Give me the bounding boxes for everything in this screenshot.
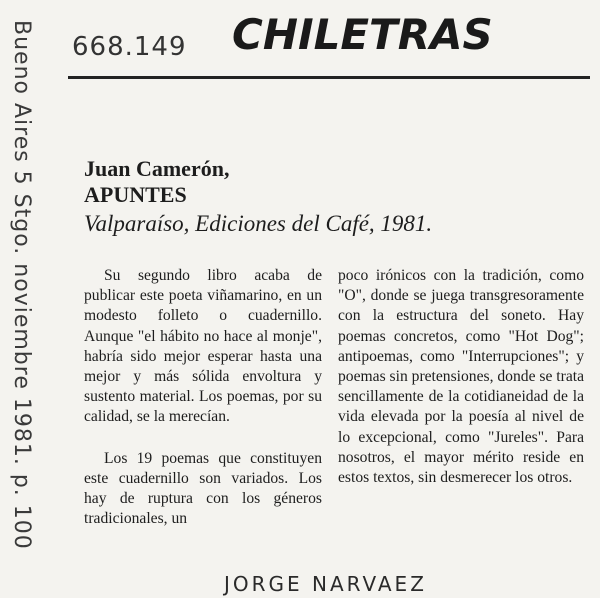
article-column-left (84, 266, 322, 529)
article-column-right (338, 266, 584, 488)
masthead-divider (68, 76, 590, 79)
handwritten-signature: JORGE NARVAEZ (224, 572, 427, 596)
handwritten-margin-note: Bueno Aires 5 Stgo. noviembre 1981. p. 100 (9, 20, 34, 550)
review-author: Juan Camerón, (84, 156, 230, 181)
article-paragraph: poco irónicos con la tradición, como "O", donde se juega transgresoramente con la estructura del soneto. Hay poemas concretos, como "Hot Dog"; antipoemas, como "Interrupciones"; y poemas sin pretensiones, donde se trata sencillamente de la cotidianeidad de la vida elevada por la poesía al nivel de lo excepcional, como "Jureles". Para nosotros, el mayor mérito reside en estos textos, sin desmerecer los otros. (338, 267, 584, 487)
article-paragraph: Los 19 poemas que constituyen este cuadernillo son variados. Los hay de ruptura con los géneros tradicionales, un (84, 449, 322, 528)
section-masthead: CHILETRAS (232, 10, 493, 59)
review-publication-info: Valparaíso, Ediciones del Café, 1981. (84, 211, 433, 236)
handwritten-catalog-number: 668.149 (72, 32, 187, 62)
review-book-title: APUNTES (84, 182, 187, 207)
article-paragraph: Su segundo libro acaba de publicar este poeta viñamarino, en un modesto folleto o cuadernillo. Aunque "el hábito no hace al monje", habría sido mejor esperar hasta una mejor y más sólida envoltura y sustento material. Los poemas, por su calidad, se la merecían. (84, 267, 322, 426)
